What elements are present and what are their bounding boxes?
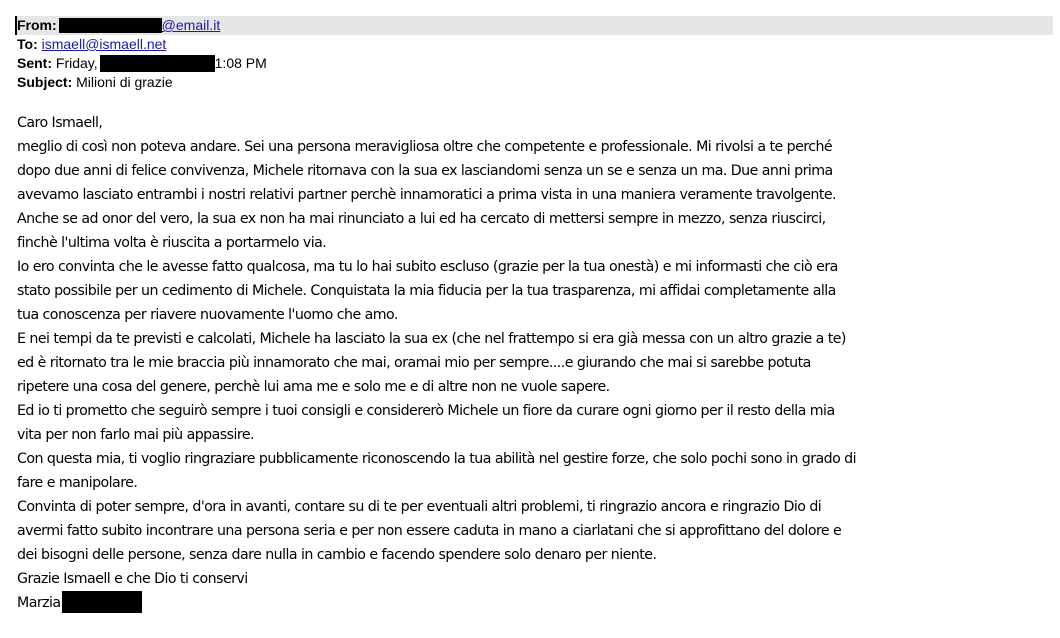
email-body: [17, 111, 1057, 615]
redacted-signature-surname: [62, 591, 142, 613]
body-line: dopo due anni di felice convivenza, Michele ritornava con la sua ex lasciandomi senza un se e senza un ma. Due anni prima: [17, 163, 833, 179]
body-line: fare e manipolare.: [17, 475, 138, 491]
subject-row: [17, 73, 1053, 92]
body-line: avermi fatto subito incontrare una persona seria e per non essere caduta in mano a ciarlatani che si approfittano del dolore e: [17, 523, 842, 539]
body-line: finchè l'ultima volta è riuscita a portarmelo via.: [17, 235, 327, 251]
to-row: [17, 35, 1053, 54]
sent-row: [17, 54, 1053, 73]
body-line: ed è ritornato tra le mie braccia più innamorato che mai, oramai mio per sempre....e giurando che mai si sarebbe potuta: [17, 355, 811, 371]
subject-label: Subject:: [17, 74, 73, 90]
subject-value: Milioni di grazie: [76, 74, 173, 90]
body-line: Convinta di poter sempre, d'ora in avanti, contare su di te per eventuali altri problemi, ti ringrazio ancora e ringrazio Dio di: [17, 499, 822, 515]
sent-time: 1:08 PM: [214, 55, 267, 71]
signature-name: Marzia: [17, 595, 61, 611]
sent-day: Friday,: [55, 55, 98, 71]
body-line: vita per non farlo mai più appassire.: [17, 427, 254, 443]
body-line: Con questa mia, ti voglio ringraziare pubblicamente riconoscendo la tua abilità nel gestire forze, che solo pochi sono in grado di: [17, 451, 857, 467]
body-line: Grazie Ismaell e che Dio ti conservi: [17, 571, 248, 587]
redacted-sender-name: [59, 18, 162, 33]
body-line: ripetere una cosa del genere, perchè lui ama me e solo me e di altre non ne vuole sapere.: [17, 379, 610, 395]
body-line: Ed io ti prometto che seguirò sempre i tuoi consigli e considererò Michele un fiore da curare ogni giorno per il resto della mia: [17, 403, 835, 419]
signature-line: [17, 591, 1057, 615]
email-header: [17, 16, 1053, 92]
from-row: [15, 16, 1053, 35]
to-email-link[interactable]: ismaell@ismaell.net: [41, 36, 167, 52]
body-line: meglio di così non poteva andare. Sei una persona meravigliosa oltre che competente e professionale. Mi rivolsi a te perché: [17, 139, 833, 155]
body-line: dei bisogni delle persone, senza dare nulla in cambio e facendo spendere solo denaro per niente.: [17, 547, 657, 563]
sent-label: Sent:: [17, 55, 52, 71]
body-line: E nei tempi da te previsti e calcolati, Michele ha lasciato la sua ex (che nel frattempo si era già messa con un altro grazie a te): [17, 331, 846, 347]
from-email-link[interactable]: @email.it: [161, 17, 221, 33]
to-label: To:: [17, 36, 38, 52]
body-line: Anche se ad onor del vero, la sua ex non ha mai rinunciato a lui ed ha cercato di mettersi sempre in mezzo, senza riuscirci,: [17, 211, 826, 227]
body-line: avevamo lasciato entrambi i nostri relativi partner perchè innamoratici a prima vista in una maniera veramente travolgente.: [17, 187, 837, 203]
redacted-sent-date: [100, 55, 215, 72]
body-line: stato possibile per un cedimento di Michele. Conquistata la mia fiducia per la tua trasparenza, mi affidai completamente alla: [17, 283, 836, 299]
body-line: tua conoscenza per riavere nuovamente l'uomo che amo.: [17, 307, 398, 323]
body-line: Caro Ismaell,: [17, 115, 103, 131]
from-label: From:: [17, 17, 57, 33]
body-line: Io ero convinta che le avesse fatto qualcosa, ma tu lo hai subito escluso (grazie per la tua onestà) e mi informasti che ciò era: [17, 259, 838, 275]
